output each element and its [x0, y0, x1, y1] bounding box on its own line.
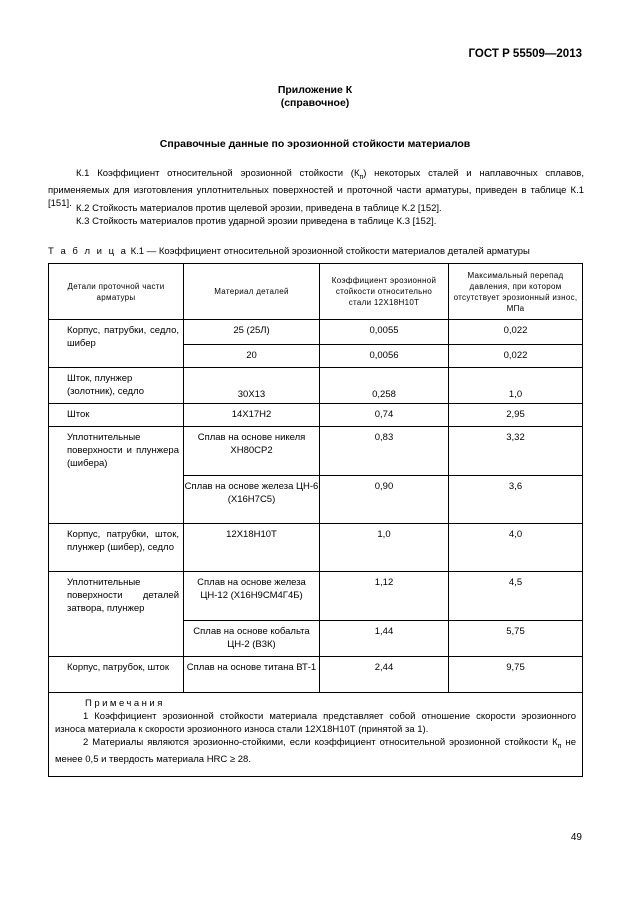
material-cell: Сплав на основе титана ВТ-1 [184, 657, 320, 693]
section-title: Справочные данные по эрозионной стойкости материалов [159, 138, 471, 150]
coefficient-cell: 1,12 [320, 572, 449, 621]
part-cell: Уплотнительные поверхности и плунжера (шибера) [49, 427, 184, 524]
coefficient-cell: 0,0056 [320, 345, 449, 368]
notes-row [49, 693, 583, 777]
material-cell: 12Х18Н10Т [184, 524, 320, 572]
note-2: 2 Материалы являются эрозионно-стойкими, если коэффициент относительной эрозионной стойкости $К_п$ не менее 0,5 и твердость материала HRC ≥ 28. [55, 737, 576, 765]
pressure-cell: 4,0 [449, 524, 583, 572]
table-caption: Т а б л и ц а К.1 — Коэффициент относительной эрозионной стойкости материалов деталей арматуры [48, 246, 530, 257]
header-parts: Детали проточной части арматуры [49, 264, 184, 320]
part-cell: Корпус, патрубок, шток [49, 657, 184, 693]
paragraph-k3: К.3 Стойкость материалов против ударной эрозии приведена в таблице К.3 [152]. [76, 216, 437, 227]
note-1: 1 Коэффициент эрозионной стойкости материала представляет собой отношение скорости эрозионного износа материала к скорости эрозионного износа стали 12Х18Н10Т (принятой за 1). [55, 711, 576, 735]
part-cell: Корпус, патрубки, шток, плунжер (шибер), седло [49, 524, 184, 572]
part-cell: Уплотнительные поверхности деталей затвора, плунжер [49, 572, 184, 657]
material-cell: 25 (25Л) [184, 320, 320, 345]
header-pressure: Максимальный перепад давления, при котором отсутствует эрозионный износ, МПа [449, 264, 583, 320]
coefficient-cell: 0,0055 [320, 320, 449, 345]
header-coefficient: Коэффициент эрозионной стойкости относительно стали 12Х18Н10Т [320, 264, 449, 320]
notes-heading: Примечания [85, 698, 165, 709]
appendix-subtitle: (справочное) [280, 97, 350, 109]
part-cell: Шток, плунжер (золотник), седло [49, 368, 184, 404]
standard-code: ГОСТ Р 55509—2013 [468, 48, 582, 60]
table-row [49, 524, 583, 572]
table-row [49, 427, 583, 476]
material-cell: 30Х13 [184, 368, 320, 404]
table-notes [49, 693, 583, 777]
coefficient-cell: 2,44 [320, 657, 449, 693]
table-row [49, 657, 583, 693]
material-cell: 14Х17Н2 [184, 404, 320, 427]
table-row [49, 320, 583, 345]
coefficient-cell: 0,258 [320, 368, 449, 404]
pressure-cell: 5,75 [449, 621, 583, 657]
appendix-title: Приложение К [277, 84, 353, 96]
coefficient-cell: 0,90 [320, 476, 449, 524]
material-cell: Сплав на основе кобальта ЦН-2 (В3К) [184, 621, 320, 657]
table-row [49, 368, 583, 404]
material-cell: Сплав на основе железа ЦН-6 (Х16Н7С5) [184, 476, 320, 524]
part-cell: Шток [49, 404, 184, 427]
header-material: Материал деталей [184, 264, 320, 320]
page-number: 49 [570, 832, 582, 843]
part-cell: Корпус, патрубки, седло, шибер [49, 320, 184, 368]
pressure-cell: 3,32 [449, 427, 583, 476]
pressure-cell: 1,0 [449, 368, 583, 404]
pressure-cell: 9,75 [449, 657, 583, 693]
pressure-cell: 0,022 [449, 320, 583, 345]
coefficient-cell: 0,83 [320, 427, 449, 476]
paragraph-k1: К.1 Коэффициент относительной эрозионной стойкости $(К_п)$ некоторых сталей и наплавочных сплавов, применяемых для изготовления уплотнительных поверхностей и проточной части арматуры, приведен в таблице К.1 [151]. [48, 168, 584, 209]
paragraph-k2: К.2 Стойкость материалов против щелевой эрозии, приведена в таблице К.2 [152]. [76, 203, 442, 214]
erosion-resistance-table [48, 263, 583, 777]
material-cell: Сплав на основе железа ЦН-12 (Х16Н9СМ4Г4Б) [184, 572, 320, 621]
coefficient-cell: 0,74 [320, 404, 449, 427]
material-cell: Сплав на основе никеля ХН80СР2 [184, 427, 320, 476]
table-row [49, 404, 583, 427]
pressure-cell: 4,5 [449, 572, 583, 621]
material-cell: 20 [184, 345, 320, 368]
pressure-cell: 0,022 [449, 345, 583, 368]
pressure-cell: 2,95 [449, 404, 583, 427]
coefficient-cell: 1,0 [320, 524, 449, 572]
coefficient-cell: 1,44 [320, 621, 449, 657]
table-header-row [49, 264, 583, 320]
table-row [49, 572, 583, 621]
pressure-cell: 3,6 [449, 476, 583, 524]
